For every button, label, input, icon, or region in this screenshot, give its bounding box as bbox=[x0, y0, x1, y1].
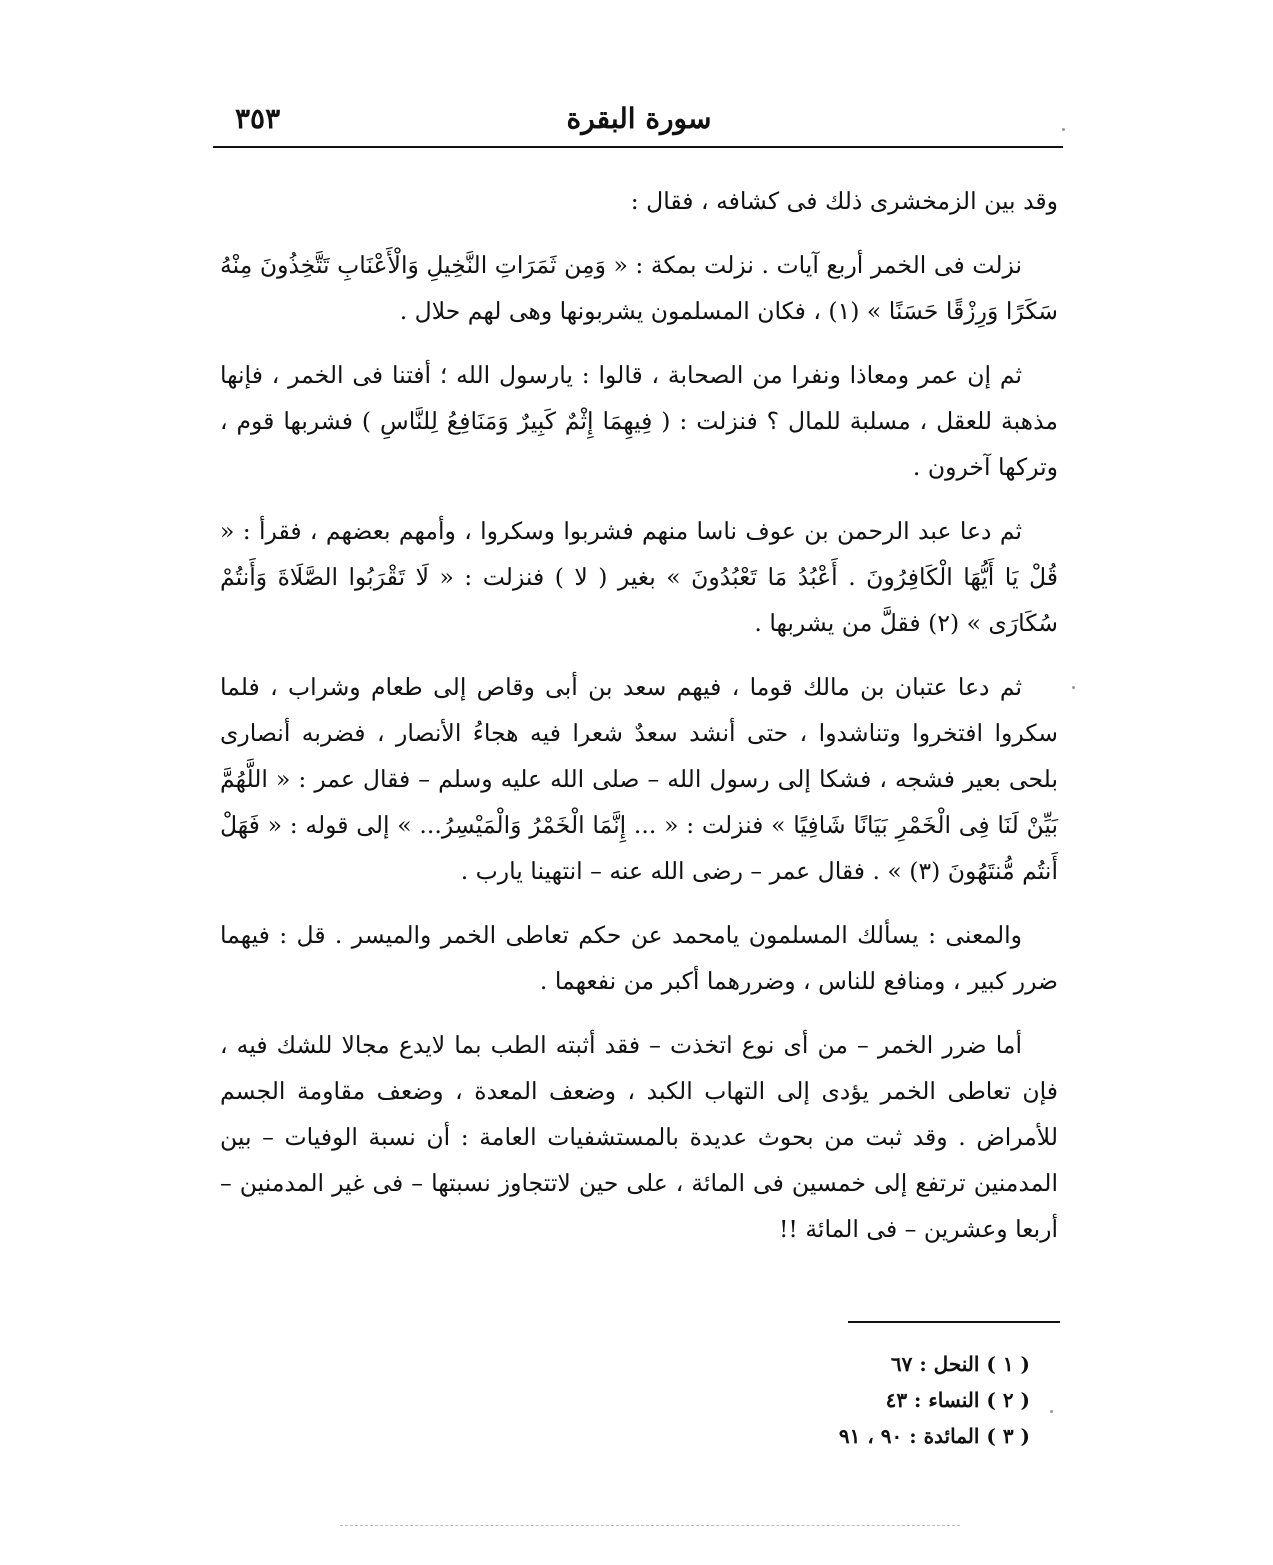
paragraph-intro: وقد بين الزمخشرى ذلك فى كشافه ، فقال : bbox=[630, 187, 1058, 215]
footnote-rule bbox=[848, 1321, 1060, 1323]
scan-speck bbox=[1050, 1410, 1053, 1413]
page-body bbox=[220, 178, 1058, 1270]
footnote-3: ( ٣ ) المائدة : ٩٠ ، ٩١ bbox=[838, 1424, 1030, 1448]
page-header bbox=[213, 96, 1065, 144]
header-rule bbox=[213, 146, 1063, 148]
page-title: سورة البقرة bbox=[566, 102, 712, 135]
scan-edge-line bbox=[340, 1525, 960, 1526]
scan-speck bbox=[1072, 686, 1075, 689]
paragraph-first-verse: نزلت فى الخمر أربع آيات . نزلت بمكة : « وَمِن ثَمَرَاتِ النَّخِيلِ وَالْأَعْنَابِ تَتَّخِذُونَ مِنْهُ سَكَرًا وَرِزْقًا حَسَنًا » (١) ، فكان المسلمون يشربونها وهى لهم حلال . bbox=[220, 251, 1058, 325]
page-number: ٣٥٣ bbox=[235, 102, 281, 135]
paragraph-meaning: والمعنى : يسألك المسلمون يامحمد عن حكم تعاطى الخمر والميسر . قل : فيهما ضرر كبير ، ومنافع للناس ، وضررهما أكبر من نفعهما . bbox=[220, 921, 1058, 995]
footnote-2: ( ٢ ) النساء : ٤٣ bbox=[885, 1388, 1030, 1412]
paragraph-third-verse: ثم دعا عبد الرحمن بن عوف ناسا منهم فشربوا وسكروا ، وأمهم بعضهم ، فقرأ : « قُلْ يَا أَيُّهَا الْكَافِرُونَ . أَعْبُدُ مَا تَعْبُدُونَ » بغير ( لا ) فنزلت : « لَا تَقْرَبُوا الصَّلَاةَ وَأَنتُمْ سُكَارَى » (٢) فقلَّ من يشربها . bbox=[220, 517, 1058, 637]
paragraph-harm: أما ضرر الخمر – من أى نوع اتخذت – فقد أثبته الطب بما لايدع مجالا للشك فيه ، فإن تعاطى الخمر يؤدى إلى التهاب الكبد ، وضعف المعدة ، وضعف مقاومة الجسم للأمراض . وقد ثبت من بحوث عديدة بالمستشفيات العامة : أن نسبة الوفيات – بين المدمنين ترتفع إلى خمسين فى المائة ، على حين لاتتجاوز نسبتها – فى غير المدمنين – أربعا وعشرين – فى المائة !! bbox=[220, 1031, 1058, 1243]
paragraph-fourth-verse: ثم دعا عتبان بن مالك قوما ، فيهم سعد بن أبى وقاص إلى طعام وشراب ، فلما سكروا افتخروا وتناشدوا ، حتى أنشد سعدٌ شعرا فيه هجاءُ الأنصار ، فضربه أنصارى بلحى بعير فشجه ، فشكا إلى رسول الله – صلى الله عليه وسلم – فقال عمر : « اللَّهُمَّ بَيِّنْ لَنَا فِى الْخَمْرِ بَيَانًا شَافِيًا » فنزلت : « ... إِنَّمَا الْخَمْرُ وَالْمَيْسِرُ... » إلى قوله : « فَهَلْ أَنتُم مُّنتَهُونَ (٣) » . فقال عمر – رضى الله عنه – انتهينا يارب . bbox=[220, 673, 1058, 885]
footnotes bbox=[700, 1346, 1030, 1454]
footnote-1: ( ١ ) النحل : ٦٧ bbox=[890, 1352, 1030, 1376]
scan-speck bbox=[1062, 128, 1065, 131]
paragraph-second-verse: ثم إن عمر ومعاذا ونفرا من الصحابة ، قالوا : يارسول الله ؛ أفتنا فى الخمر ، فإنها مذهبة للعقل ، مسلبة للمال ؟ فنزلت : ( فِيهِمَا إِثْمٌ كَبِيرٌ وَمَنَافِعُ لِلنَّاسِ ) فشربها قوم ، وتركها آخرون . bbox=[220, 361, 1058, 481]
